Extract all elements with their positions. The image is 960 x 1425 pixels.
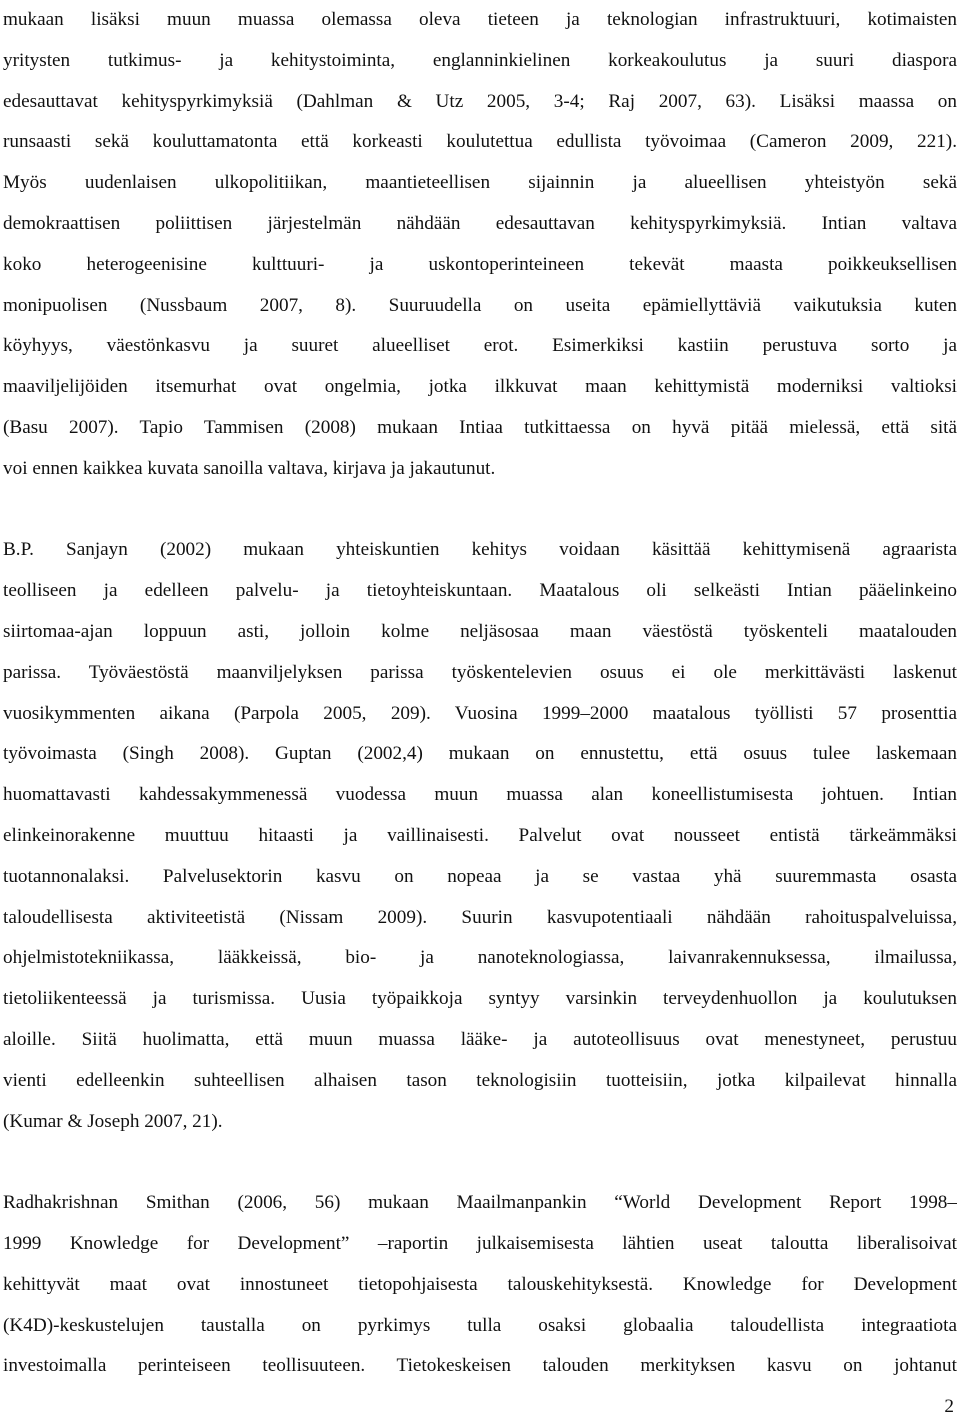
text-line: ohjelmistotekniikassa, lääkkeissä, bio- ja nanoteknologiassa, laivanrakennuksessa, ilmailussa, bbox=[3, 947, 957, 969]
document-page bbox=[3, 0, 957, 1387]
text-line: koko heterogeenisine kulttuuri- ja uskontoperinteineen tekevät maasta poikkeuksellisen bbox=[3, 253, 957, 275]
text-line: aloille. Siitä huolimatta, että muun muassa lääke- ja autoteollisuus ovat menestyneet, perustuu bbox=[3, 1028, 957, 1050]
text-line: 1999 Knowledge for Development” –raportin julkaisemisesta lähtien useat taloutta liberalisoivat bbox=[3, 1232, 957, 1254]
text-line: mukaan lisäksi muun muassa olemassa oleva tieteen ja teknologian infrastruktuuri, kotimaisten bbox=[3, 9, 957, 30]
text-line: työvoimasta (Singh 2008). Guptan (2002,4) mukaan on ennustettu, että osuus tulee laskemaan bbox=[3, 743, 957, 765]
text-line: parissa. Työväestöstä maanviljelyksen parissa työskentelevien osuus ei ole merkittävästi laskenut bbox=[3, 661, 957, 683]
text-line: teolliseen ja edelleen palvelu- ja tietoyhteiskuntaan. Maatalous oli selkeästi Intian pääelinkeino bbox=[3, 580, 957, 602]
text-line: voi ennen kaikkea kuvata sanoilla valtava, kirjava ja jakautunut. bbox=[3, 457, 496, 479]
paragraph-spacer bbox=[3, 1142, 957, 1183]
text-line: (Basu 2007). Tapio Tammisen (2008) mukaan Intiaa tutkittaessa on hyvä pitää mielessä, että sitä bbox=[3, 416, 957, 438]
text-line: vienti edelleenkin suhteellisen alhaisen tason teknologisiin tuotteisiin, jotka kilpailevat hinnalla bbox=[3, 1069, 957, 1091]
text-line: elinkeinorakenne muuttuu hitaasti ja vaillinaisesti. Palvelut ovat nousseet entistä tärkeämmäksi bbox=[3, 824, 957, 846]
text-line: tuotannonalaksi. Palvelusektorin kasvu on nopeaa ja se vastaa yhä suuremmasta osasta bbox=[3, 865, 957, 887]
text-line: runsaasti sekä kouluttamatonta että korkeasti koulutettua edullista työvoimaa (Cameron 2009, 221). bbox=[3, 131, 957, 153]
text-line: B.P. Sanjayn (2002) mukaan yhteiskuntien kehitys voidaan käsittää kehittymisenä agraarista bbox=[3, 539, 957, 561]
text-line: huomattavasti kahdessakymmenessä vuodessa muun muassa alan koneellistumisesta johtuen. Intian bbox=[3, 784, 957, 806]
text-line: (Kumar & Joseph 2007, 21). bbox=[3, 1110, 223, 1132]
text-line: taloudellisesta aktiviteetistä (Nissam 2009). Suurin kasvupotentiaali nähdään rahoituspalveluissa, bbox=[3, 906, 957, 928]
text-line: yritysten tutkimus- ja kehitystoiminta, englanninkielinen korkeakoulutus ja suuri diaspora bbox=[3, 49, 957, 71]
text-line: maaviljelijöiden itsemurhat ovat ongelmia, jotka ilkkuvat maan kehittymistä moderniksi valtioksi bbox=[3, 376, 957, 398]
paragraph-2 bbox=[3, 530, 957, 1142]
text-line: monipuolisen (Nussbaum 2007, 8). Suuruudella on useita epämiellyttäviä vaikutuksia kuten bbox=[3, 294, 957, 316]
page-number: 2 bbox=[944, 1396, 954, 1417]
text-line: siirtomaa-ajan loppuun asti, jolloin kolme neljäsosaa maan väestöstä työskenteli maatalouden bbox=[3, 620, 957, 642]
text-line: köyhyys, väestönkasvu ja suuret alueelliset erot. Esimerkiksi kastiin perustuva sorto ja bbox=[3, 335, 957, 357]
text-line: (K4D)-keskustelujen taustalla on pyrkimys tulla osaksi globaalia taloudellista integraatiota bbox=[3, 1314, 957, 1336]
text-line: vuosikymmenten aikana (Parpola 2005, 209). Vuosina 1999–2000 maatalous työllisti 57 prosenttia bbox=[3, 702, 957, 724]
text-line: investoimalla perinteiseen teollisuuteen. Tietokeskeisen talouden merkityksen kasvu on johtanut bbox=[3, 1355, 957, 1377]
paragraph-1 bbox=[3, 0, 957, 490]
text-line: Radhakrishnan Smithan (2006, 56) mukaan Maailmanpankin “World Development Report 1998– bbox=[3, 1192, 957, 1214]
text-line: tietoliikenteessä ja turismissa. Uusia työpaikkoja syntyy varsinkin terveydenhuollon ja koulutuksen bbox=[3, 988, 957, 1010]
paragraph-spacer bbox=[3, 490, 957, 531]
text-line: Myös uudenlaisen ulkopolitiikan, maantieteellisen sijainnin ja alueellisen yhteistyön sekä bbox=[3, 172, 957, 194]
paragraph-3 bbox=[3, 1183, 957, 1387]
text-line: kehittyvät maat ovat innostuneet tietopohjaisesta talouskehityksestä. Knowledge for Development bbox=[3, 1273, 957, 1295]
text-line: edesauttavat kehityspyrkimyksiä (Dahlman & Utz 2005, 3-4; Raj 2007, 63). Lisäksi maassa on bbox=[3, 90, 957, 112]
text-line: demokraattisen poliittisen järjestelmän nähdään edesauttavan kehityspyrkimyksiä. Intian valtava bbox=[3, 212, 957, 234]
